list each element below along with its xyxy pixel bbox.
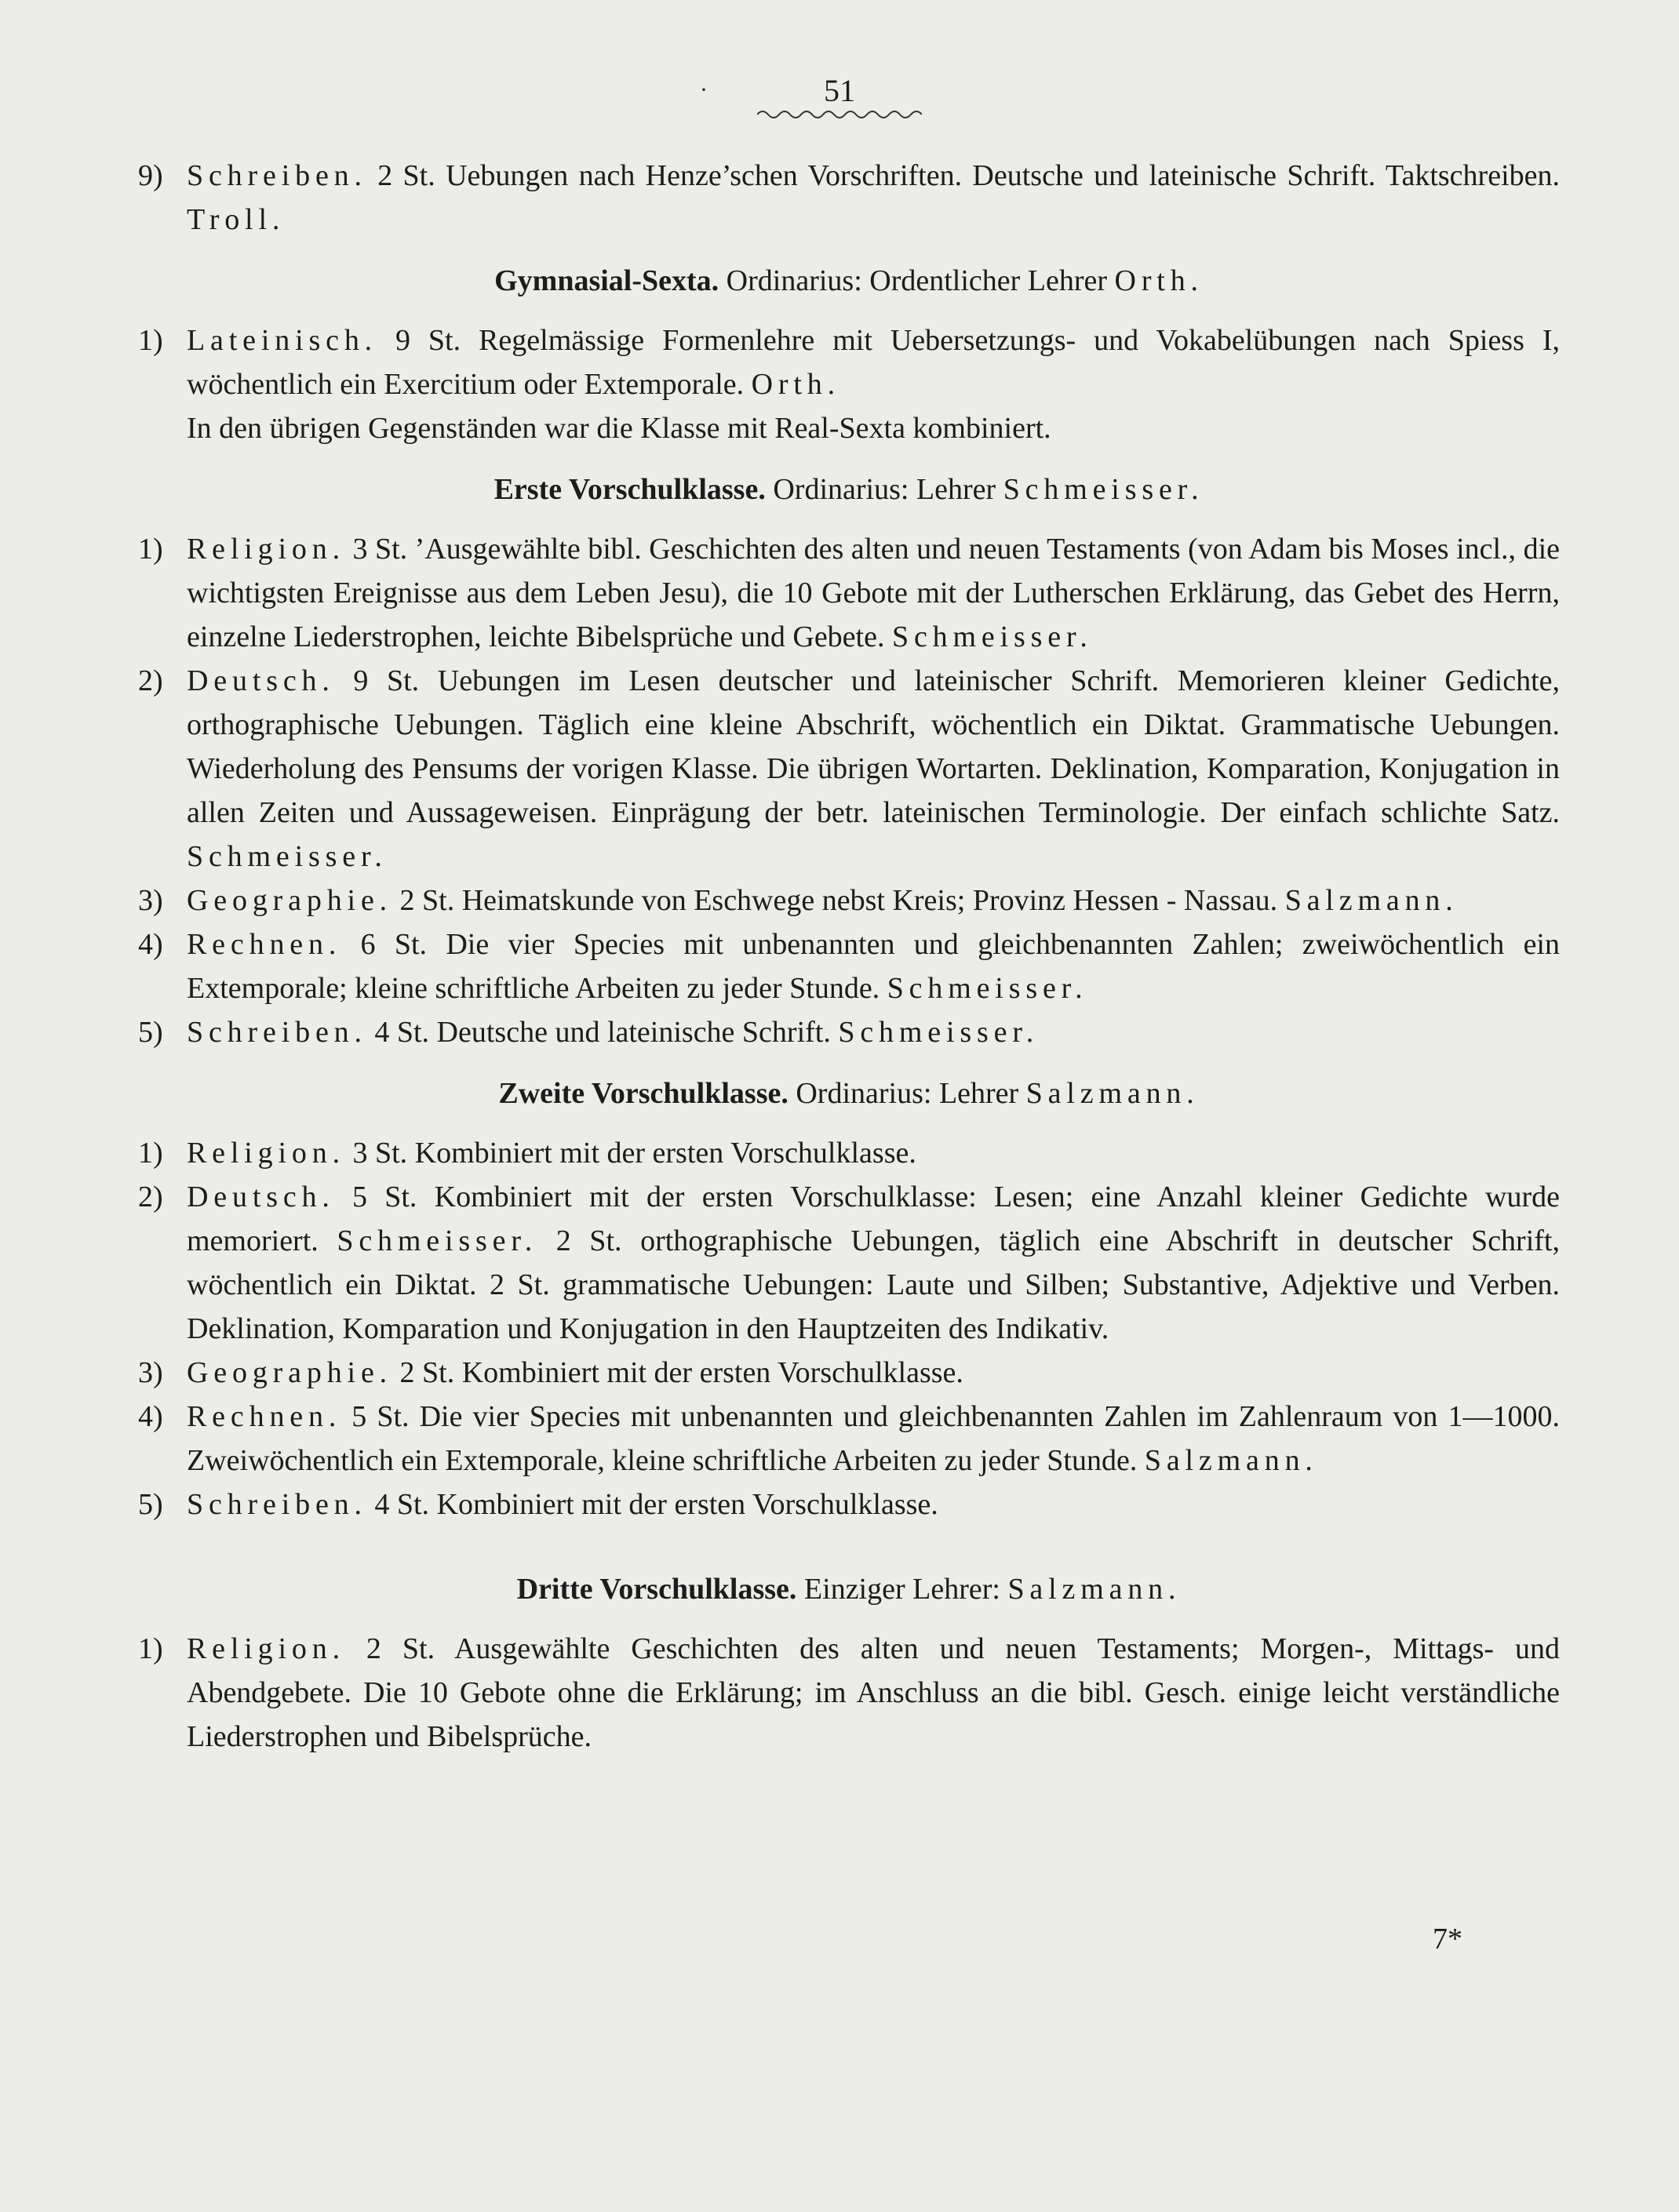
lesson-item [138,1010,1560,1054]
section-title: Zweite Vorschulklasse. [498,1077,789,1110]
teacher-name: Salzmann. [1284,884,1459,917]
item-text: 9 St. Regelmässige Formenlehre mit Uebersetzungs- und Vokabelübungen nach Spiess I, wöchentlich ein Exercitium oder Extemporale. [187,324,1560,401]
lesson-item [138,659,1560,879]
section-teacher: Schmeisser. [1003,473,1204,506]
lesson-item [138,1627,1560,1759]
item-text: 4 St. Kombiniert mit der ersten Vorschulklasse. [366,1488,938,1521]
page-content [138,154,1560,1759]
item-text: 2 St. Kombiniert mit der ersten Vorschulklasse. [392,1356,963,1389]
item-text: 2 St. Uebungen nach Henze’schen Vorschriften. Deutsche und lateinische Schrift. Taktschreiben. [366,159,1560,192]
section-gap [138,1526,1560,1550]
subject-name: Religion. [187,1137,345,1170]
subject-name: Deutsch. [187,1181,335,1213]
lesson-item [138,922,1560,1010]
section-heading [138,259,1560,303]
section-heading [138,468,1560,511]
lesson-item [138,1175,1560,1351]
subject-name: Schreiben. [187,1488,367,1521]
teacher-name: Schmeisser. [187,840,388,873]
item-number: 4) [138,1400,163,1433]
item-text: 6 St. Die vier Species mit unbenannten und gleichbenannten Zahlen; zweiwöchentlich ein Extemporale; kleine schriftliche Arbeiten zu jeder Stunde. [187,928,1560,1005]
section-title: Dritte Vorschulklasse. [516,1573,797,1606]
lesson-item [138,527,1560,659]
item-text: 3 St. ’Ausgewählte bibl. Geschichten des alten und neuen Testaments (von Adam bis Moses incl., die wichtigsten Ereignisse aus dem Leben Jesu), die 10 Gebote mit der Lutherschen Erklärung, das Gebet des Herrn, einzelne Liederstrophen, leichte Bibelsprüche und Gebete. [187,533,1560,653]
item-number: 5) [138,1016,163,1049]
signature-mark: 7* [1433,1923,1462,1956]
item-number: 1) [138,1632,163,1665]
subject-name: Religion. [187,1632,345,1665]
page-number: 51 [824,73,855,108]
ink-dot: · [700,77,708,103]
subject-name: Geographie. [187,1356,392,1389]
item-number: 2) [138,664,163,697]
subject-name: Rechnen. [187,1400,342,1433]
section-ordinarius: Ordinarius: Lehrer [788,1077,1026,1110]
lesson-item [138,1351,1560,1395]
lesson-item [138,154,1560,242]
item-number: 3) [138,884,163,917]
section-title: Gymnasial-Sexta. [494,264,719,297]
lesson-item [138,1483,1560,1526]
item-number: 1) [138,1137,163,1170]
teacher-name: Orth. [751,368,840,401]
section-ordinarius: Ordinarius: Ordentlicher Lehrer [719,264,1115,297]
item-text: 4 St. Deutsche und lateinische Schrift. [366,1016,839,1049]
teacher-name: Schmeisser. [891,620,1093,653]
lesson-item [138,318,1560,406]
item-text: 2 St. Ausgewählte Geschichten des alten und neuen Testaments; Morgen-, Mittags- und Abendgebete. Die 10 Gebote ohne die Erklärung; im Anschluss an die bibl. Gesch. einige leicht verständliche Liederstrophen und Bibelsprüche. [187,1632,1560,1753]
subject-name: Geographie. [187,884,392,917]
section-ordinarius: Ordinarius: Lehrer [765,473,1003,506]
section-heading [138,1071,1560,1115]
teacher-name: Salzmann. [1144,1444,1318,1477]
subject-name: Schreiben. [187,1016,367,1049]
lesson-item [138,1395,1560,1483]
teacher-name: Schmeisser. [887,972,1088,1005]
item-number: 5) [138,1488,163,1521]
section-ordinarius: Einziger Lehrer: [796,1573,1008,1606]
item-text-continued: 2 St. orthographische Uebungen, täglich eine Abschrift in deutscher Schrift, wöchentlich ein Diktat. 2 St. grammatische Uebungen: Laute und Silben; Substantive, Adjektive und Verben. Deklination, Komparation und Konjugation in den Hauptzeiten des Indikativ. [187,1224,1560,1345]
item-number: 1) [138,533,163,566]
item-text: 3 St. Kombiniert mit der ersten Vorschulklasse. [344,1137,916,1170]
section-teacher: Orth. [1114,264,1204,297]
wavy-rule-ornament [757,108,922,121]
section-teacher: Salzmann. [1025,1077,1200,1110]
subject-name: Rechnen. [187,928,342,961]
item-text: 2 St. Heimatskunde von Eschwege nebst Kreis; Provinz Hessen - Nassau. [392,884,1285,917]
subject-name: Schreiben. [187,159,367,192]
teacher-name: Schmeisser. [838,1016,1040,1049]
item-number: 9) [138,159,163,192]
section-teacher: Salzmann. [1007,1573,1182,1606]
lesson-item [138,1131,1560,1175]
section-note: In den übrigen Gegenständen war die Klasse mit Real-Sexta kombiniert. [187,412,1051,445]
teacher-name: Schmeisser. [337,1224,538,1257]
subject-name: Religion. [187,533,345,566]
item-number: 4) [138,928,163,961]
item-text: 5 St. Kombiniert mit der ersten Vorschulklasse: Lesen; eine Anzahl kleiner Gedichte wurde memoriert. [187,1181,1560,1257]
subject-name: Deutsch. [187,664,335,697]
section-heading [138,1567,1560,1611]
item-text: 5 St. Die vier Species mit unbenannten und gleichbenannten Zahlen im Zahlenraum von 1—1000. Zweiwöchentlich ein Extemporale, kleine schriftliche Arbeiten zu jeder Stunde. [187,1400,1560,1477]
teacher-name: Troll. [187,203,286,236]
section-title: Erste Vorschulklasse. [494,473,766,506]
item-text: 9 St. Uebungen im Lesen deutscher und lateinischer Schrift. Memorieren kleiner Gedichte, orthographische Uebungen. Täglich eine kleine Abschrift, wöchentlich ein Diktat. Grammatische Uebungen. Wiederholung des Pensums der vorigen Klasse. Die übrigen Wortarten. Deklination, Komparation, Konjugation in allen Zeiten und Aussageweisen. Einprägung der betr. lateinischen Terminologie. Der einfach schlichte Satz. [187,664,1560,829]
lesson-item [138,879,1560,922]
item-number: 3) [138,1356,163,1389]
item-number: 1) [138,324,163,357]
subject-name: Lateinisch. [187,324,378,357]
item-number: 2) [138,1181,163,1213]
